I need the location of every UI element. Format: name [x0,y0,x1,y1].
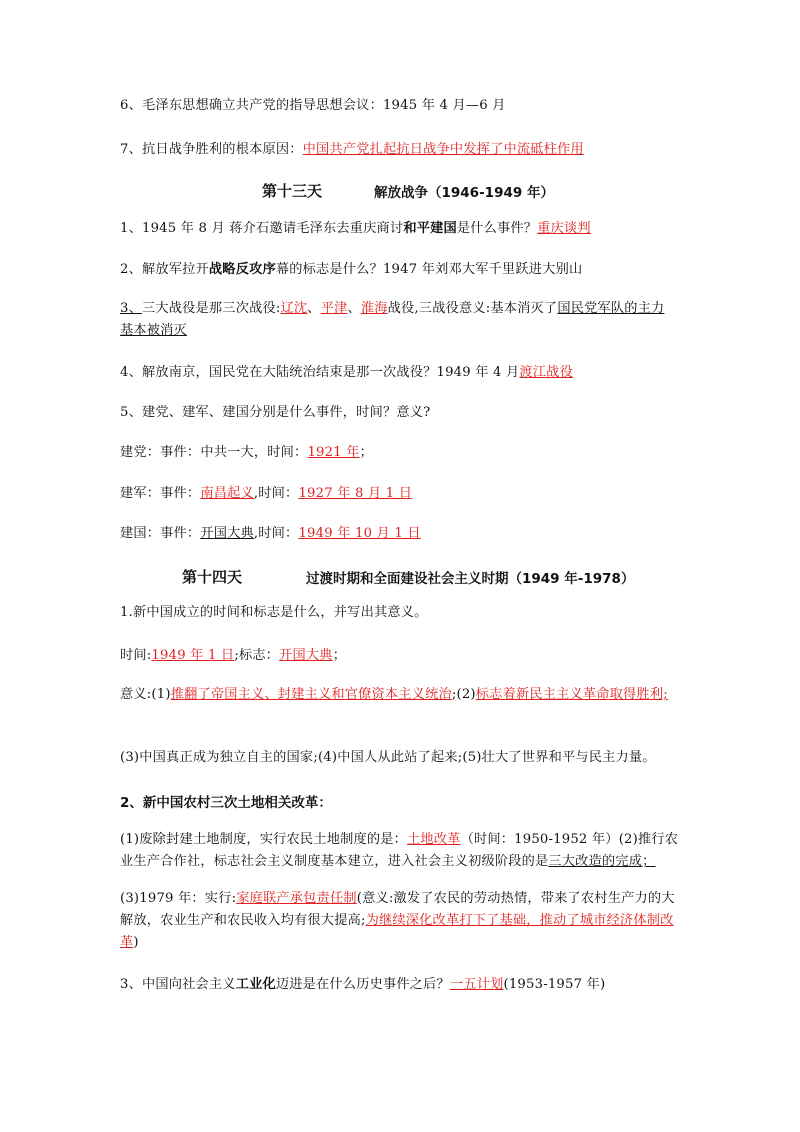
army-time: 1927 年 8 月 1 日 [298,486,413,501]
meaning-label: 意义:(1) [120,687,171,702]
nation-time: 1949 年 10 月 1 日 [298,526,421,541]
q3-huaihai: 淮海 [360,301,388,316]
day13-q2 [120,258,685,282]
q3-pingjin: 平津 [320,301,348,316]
q3-meaning-ul-2: 基本被消灭 [120,323,187,338]
nation-event: 开国大典 [200,526,254,541]
item-7-answer: 中国共产党扎起抗日战争中发挥了中流砥柱作用 [302,142,584,157]
party-text: 建党：事件：中共一大，时间： [120,445,308,460]
item-6 [120,94,685,118]
day14-q3-bold: 工业化 [235,977,276,992]
meaning-2: 标志着新民主主义革命取得胜利; [475,687,668,702]
meaning-1: 推翻了帝国主义、封建主义和官僚资本主义统治 [170,687,452,702]
nation-time-label: ,时间： [253,526,299,541]
q3-num: 3、 [120,301,142,316]
day14-meaning [120,684,685,706]
day14-q2-title: 2、新中国农村三次土地相关改革： [120,795,332,811]
day14-q3-years: (1953-1957 年) [503,977,606,992]
reform-2-answer: 三大改造的完成； [548,854,656,869]
day14-meaning-3 [120,746,685,770]
item-7-question: 7、抗日战争胜利的根本原因： [120,142,303,157]
meaning-3: (3)中国真正成为独立自主的国家;(4)中国人从此站了起来;(5)壮大了世界和平与民主力量。 [120,750,656,765]
q1-text: 1、1945 年 8 月 蒋介石邀请毛泽东去重庆商讨 [120,221,404,236]
day14-q3-text-b: 迈进是在什么历史事件之后？ [275,977,450,992]
time-value: 1949 年 1 日 [151,648,235,663]
q3-sep1: 、 [307,301,321,316]
q2-text: 2、解放军拉开 [120,262,209,277]
q3-text: 三大战役是那三次战役: [141,301,281,316]
day14-reform-1 [120,829,685,873]
day14-time-sign [120,644,685,668]
meaning-sep: ;(2) [451,687,476,702]
sign-label: ;标志： [234,648,280,663]
item-7 [120,138,685,162]
army-text: 建军：事件： [120,486,201,501]
reform-3-end: ) [133,935,139,950]
day14-q3-text: 3、中国向社会主义 [120,977,236,992]
q1-bold: 和平建国 [403,221,457,236]
reform-1-answer: 土地改革 [407,832,461,847]
q4-answer: 渡江战役 [519,365,573,380]
time-label: 时间: [120,648,152,663]
army-event: 南昌起义 [200,486,254,501]
reform-2-text: （时间：1950-1952 年）(2)推行农业生产合作社，标志社会主义制度基本建立，进入社会主义初级阶段的是 [120,832,679,869]
q3-liaoshen: 辽沈 [280,301,308,316]
day13-party [120,441,685,465]
q4-text: 4、解放南京，国民党在大陆统治结束是那一次战役？1949 年 4 月 [120,365,520,380]
day13-army [120,482,685,506]
day14-title: 第十四天 [182,568,243,586]
q3-meaning: 战役,三战役意义:基本消灭了 [387,301,558,316]
party-time: 1921 年 [307,445,360,460]
day13-q4 [120,361,685,385]
day13-subtitle: 解放战争（1946-1949 年） [374,185,554,201]
nation-text: 建国：事件： [120,526,201,541]
day13-q1 [120,217,685,241]
reform-3-meaning-red: 为继续深化改革打下了基础，推动了城市经济体制改革 [120,913,674,950]
reform-1-text: (1)废除封建土地制度，实行农民土地制度的是： [120,832,408,847]
day14-q3 [120,973,685,997]
day14-reform-3 [120,888,685,954]
party-end: ； [359,445,373,460]
day13-title: 第十三天 [262,182,323,200]
sign-value: 开国大典 [279,648,333,663]
q1-answer: 重庆谈判 [537,221,591,236]
day13-q5 [120,401,685,425]
q3-sep2: 、 [347,301,361,316]
day14-q1-text: 1.新中国成立的时间和标志是什么，并写出其意义。 [120,605,428,620]
q2-text-b: 幕的标志是什么？1947 年刘邓大军千里跃进大别山 [275,262,583,277]
q3-meaning-ul: 国民党军队的主力 [557,301,665,316]
reform-3-text: (3)1979 年：实行: [120,891,237,906]
sign-end: ； [332,648,347,663]
day14-q3-answer: 一五计划 [449,977,504,992]
item-6-text: 6、毛泽东思想确立共产党的指导思想会议：1945 年 4 月—6 月 [120,98,506,113]
reform-3-answer: 家庭联产承包责任制 [236,891,357,906]
q5-text: 5、建党、建军、建国分别是什么事件，时间？意义? [120,405,431,420]
army-time-label: ,时间： [253,486,299,501]
q1-text-b: 是什么事件？ [456,221,538,236]
q2-bold: 战略反攻序 [208,262,276,277]
reform-3-meaning: (意义:激发了农民的劳动热情，带来了农村生产力的大解放，农业生产和农民收入均有很大提高; [120,891,675,928]
day13-q3 [120,298,685,342]
day13-nation [120,522,685,546]
day14-q1 [120,601,685,625]
day14-subtitle: 过渡时期和全面建设社会主义时期（1949 年-1978） [306,571,635,587]
